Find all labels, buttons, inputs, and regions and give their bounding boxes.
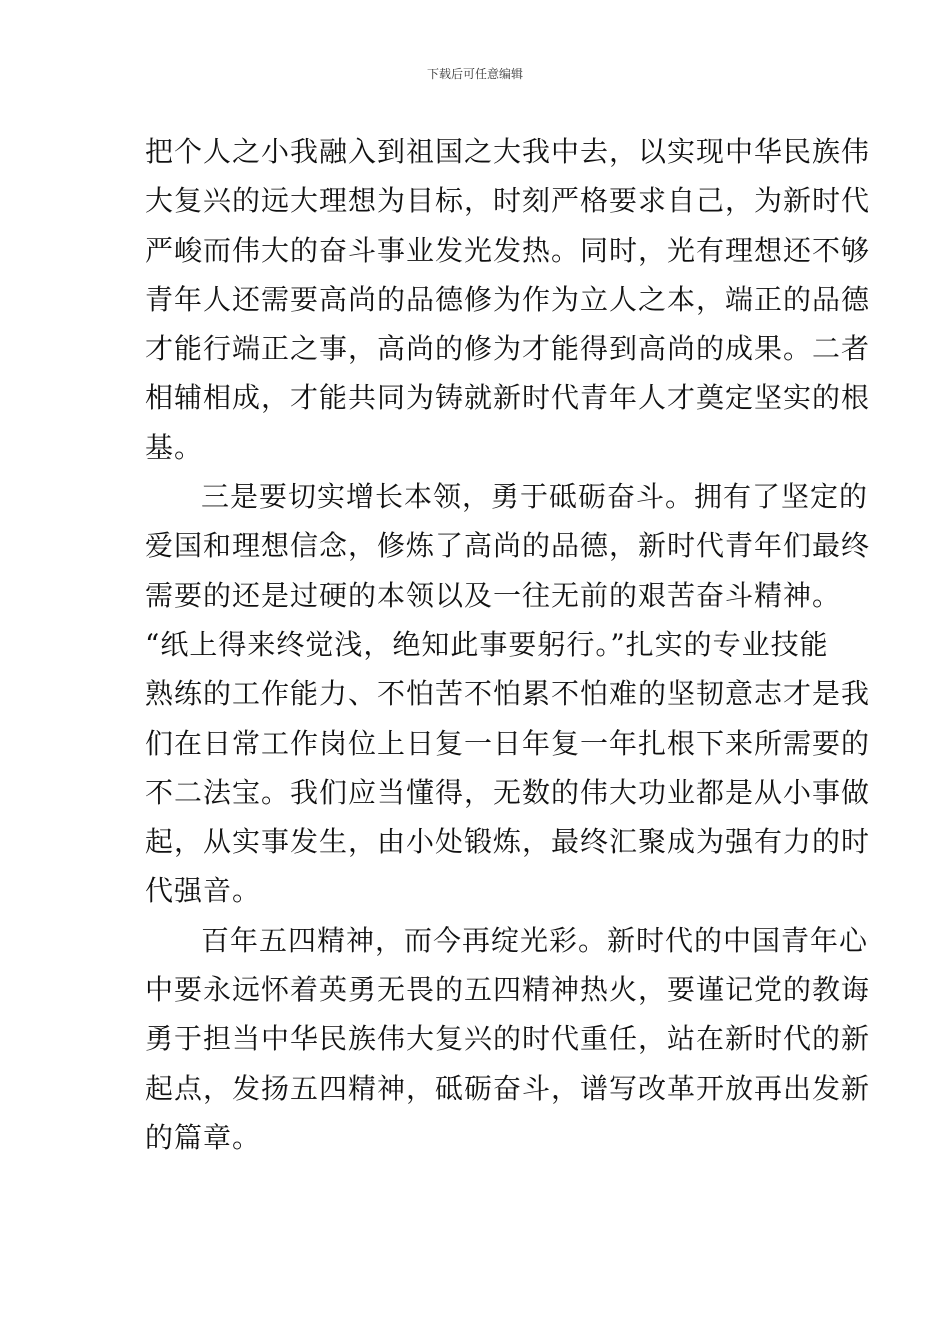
text-line: 把个人之小我融入到祖国之大我中去，以实现中华民族伟 <box>145 135 871 168</box>
paragraph-3 <box>145 916 871 1162</box>
text-line: 熟练的工作能力、不怕苦不怕累不怕难的坚韧意志才是我 <box>145 677 871 711</box>
text-line: 的篇章。 <box>145 1120 262 1154</box>
paragraph-1 <box>145 127 871 472</box>
paragraph-2 <box>145 472 871 916</box>
text-line: 不二法宝。我们应当懂得，无数的伟大功业都是从小事做 <box>145 775 871 809</box>
text-line: 严峻而伟大的奋斗事业发光发热。同时，光有理想还不够 <box>145 233 871 267</box>
page-header: 下载后可任意编辑 <box>426 67 523 81</box>
text-line: 才能行端正之事，高尚的修为才能得到高尚的成果。二者 <box>145 332 871 366</box>
text-line: 中要永远怀着英勇无畏的五四精神热火，要谨记党的教诲 <box>145 973 871 1007</box>
text-line: 大复兴的远大理想为目标，时刻严格要求自己，为新时代 <box>145 184 871 218</box>
text-line: 相辅相成，才能共同为铸就新时代青年人才奠定坚实的根 <box>145 381 871 415</box>
text-line: 代强音。 <box>145 874 262 908</box>
text-line: 起，从实事发生，由小处锻炼，最终汇聚成为强有力的时 <box>145 825 871 859</box>
text-line: 爱国和理想信念，修炼了高尚的品德，新时代青年们最终 <box>145 529 871 563</box>
text-line: 起点，发扬五四精神，砥砺奋斗，谱写改革开放再出发新 <box>145 1071 871 1105</box>
text-line: “纸上得来终觉浅，绝知此事要躬行。”扎实的专业技能 <box>145 627 829 661</box>
text-line: 三是要切实增长本领，勇于砥砺奋斗。拥有了坚定的 <box>201 480 869 514</box>
text-line: 需要的还是过硬的本领以及一往无前的艰苦奋斗精神。 <box>145 578 842 612</box>
text-line: 们在日常工作岗位上日复一日年复一年扎根下来所需要的 <box>145 726 871 760</box>
text-line: 青年人还需要高尚的品德修为作为立人之本，端正的品德 <box>145 282 871 316</box>
text-line: 勇于担当中华民族伟大复兴的时代重任，站在新时代的新 <box>145 1022 871 1056</box>
document-body <box>145 127 871 1162</box>
text-line: 基。 <box>145 430 204 464</box>
text-line: 百年五四精神，而今再绽光彩。新时代的中国青年心 <box>201 923 869 957</box>
